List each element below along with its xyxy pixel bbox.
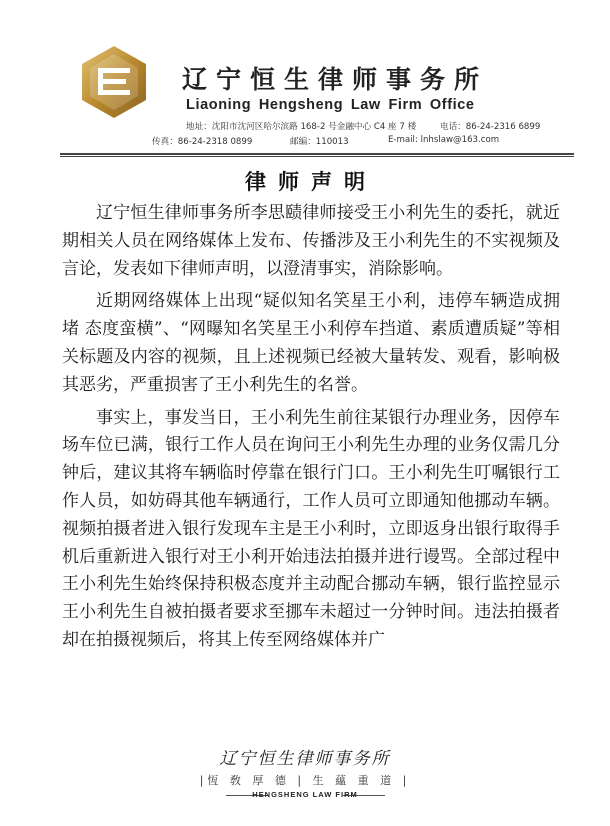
firm-name-en: Liaoning Hengsheng Law Firm Office [186, 97, 475, 113]
footer [0, 738, 610, 826]
firm-postcode: 邮编：110013 [290, 137, 349, 147]
header-divider-thin [60, 156, 574, 157]
document-body [62, 200, 560, 660]
footer-motto: |恆 敎 厚 德 | 生 蘊 重 道 | [199, 774, 411, 787]
footer-firm-name-cn: 辽宁恒生律师事务所 [219, 749, 391, 769]
firm-phone: 电话：86-24-2316 6899 [440, 122, 541, 132]
firm-address: 地址：沈阳市沈河区哈尔滨路 168-2 号金融中心 C4 座 7 楼 [186, 122, 417, 132]
letterhead [0, 0, 610, 160]
paragraph-1: 辽宁恒生律师事务所李思赜律师接受王小利先生的委托，就近期相关人员在网络媒体上发布、传播涉及王小利先生的不实视频及言论，发表如下律师声明，以澄清事实，消除影响。 [62, 203, 560, 279]
firm-fax: 传真：86-24-2318 0899 [152, 137, 253, 147]
firm-name-cn: 辽宁恒生律师事务所 [182, 65, 489, 94]
document-title: 律师声明 [245, 170, 377, 194]
paragraph-3: 事实上，事发当日，王小利先生前往某银行办理业务，因停车场车位已满，银行工作人员在询问王小利先生办理的业务仅需几分钟后，建议其将车辆临时停靠在银行门口。王小利先生叮嘱银行工作人员，如妨碍其他车辆通行，工作人员可立即通知他挪动车辆。视频拍摄者进入银行发现车主是王小利时，立即返身出银行取得手机后重新进入银行对王小利开始违法拍摄并进行谩骂。全部过程中王小利先生始终保持积极态度并主动配合挪动车辆，银行监控显示王小利先生自被拍摄者要求至挪车未超过一分钟时间。违法拍摄者却在拍摄视频后，将其上传至网络媒体并广 [62, 407, 560, 650]
paragraph-2: 近期网络媒体上出现“疑似知名笑星王小利，违停车辆造成拥堵 态度蛮横”、“网曝知名笑星王小利停车挡道、素质遭质疑”等相关标题及内容的视频，且上述视频已经被大量转发、观看，影响极其恶劣，严重损害了王小利先生的名誉。 [62, 291, 560, 395]
firm-logo-icon [78, 44, 150, 120]
footer-firm-name-en: HENGSHENG LAW FIRM [252, 790, 358, 799]
header-divider [60, 153, 574, 155]
firm-email: E-mail: lnhslaw@163.com [388, 135, 500, 145]
